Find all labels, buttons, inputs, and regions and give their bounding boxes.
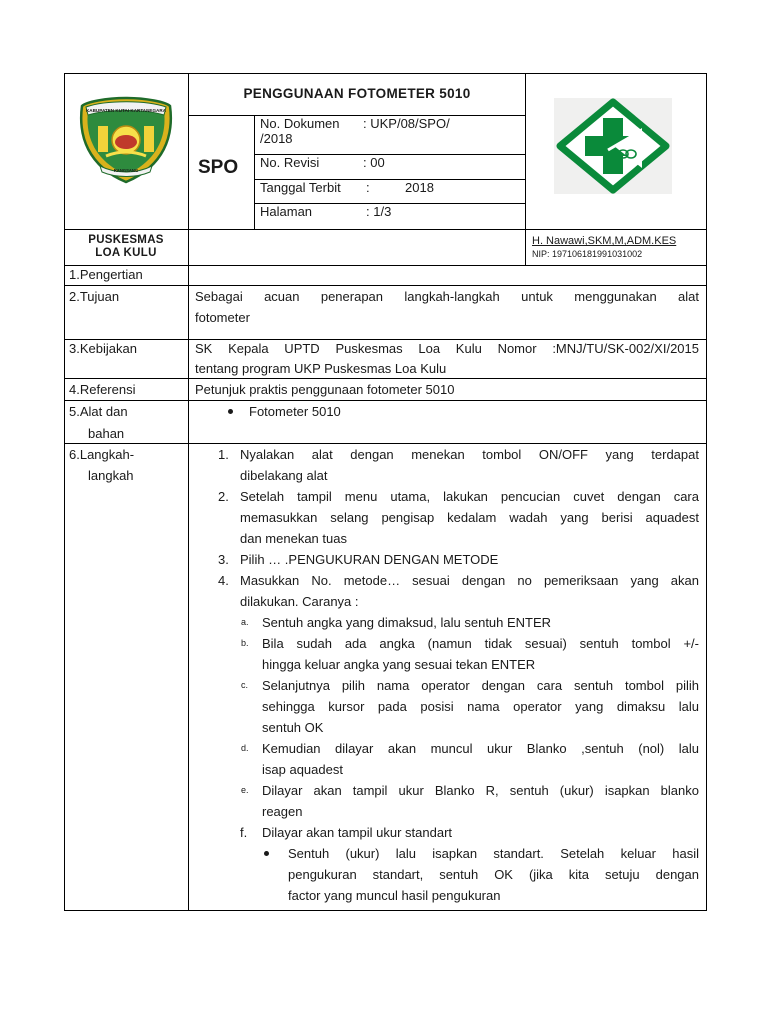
divider-h-org	[64, 265, 707, 266]
issue-date-label: Tanggal Terbit	[260, 180, 341, 195]
revision-value: : 00	[363, 155, 385, 170]
doc-no-value: : UKP/08/SPO/	[363, 116, 450, 131]
row-label-alat-2: bahan	[88, 426, 125, 441]
substep-d-letter: d.	[241, 743, 249, 753]
issue-date-colon: :	[366, 180, 370, 195]
row-label-langkah-2: langkah	[88, 468, 134, 483]
tujuan-text-line2: fotometer	[195, 310, 250, 325]
step-2-line1: Setelah tampil menu utama, lakukan pencucian cuvet dengan cara	[240, 489, 699, 504]
step-1-line2: dibelakang alat	[240, 468, 328, 483]
left-logo-top-text: KABUPATEN KUTAI KARTANEGARA	[85, 108, 167, 113]
signer-nip: NIP: 197106181991031002	[532, 249, 643, 259]
step-4-line2: dilakukan. Caranya :	[240, 594, 359, 609]
bullet-standart-line3: factor yang muncul hasil pengukuran	[288, 888, 501, 903]
kutai-kartanegara-logo	[76, 96, 176, 186]
substep-a-line1: Sentuh angka yang dimaksud, lalu sentuh ENTER	[262, 615, 552, 630]
kebijakan-text-line1: SK Kepala UPTD Puskesmas Loa Kulu Nomor :MNJ/TU/SK-002/XI/2015	[195, 341, 699, 356]
org-name-line1: PUSKESMAS	[88, 234, 164, 246]
step-3-number: 3.	[218, 552, 229, 567]
row-label-tujuan: 2.Tujuan	[69, 289, 120, 304]
step-2-number: 2.	[218, 489, 229, 504]
substep-c-line3: sentuh OK	[262, 720, 324, 735]
substep-b-line2: hingga keluar angka yang sesuai tekan ENTER	[262, 657, 536, 672]
alat-item: Fotometer 5010	[249, 404, 341, 419]
bullet-icon	[264, 851, 269, 856]
divider-h-header-end	[64, 229, 707, 230]
step-3-line1: Pilih … .PENGUKURAN DENGAN METODE	[240, 552, 499, 567]
row-label-referensi: 4.Referensi	[69, 382, 136, 397]
step-4-line1: Masukkan No. metode… sesuai dengan no pemeriksaan yang akan	[240, 573, 699, 588]
substep-f-letter: f.	[240, 825, 248, 840]
border-right	[706, 73, 707, 911]
step-1-line1: Nyalakan alat dengan menekan tombol ON/OFF yang terdapat	[240, 447, 699, 462]
substep-f-line1: Dilayar akan tampil ukur standart	[262, 825, 453, 840]
doc-no-label: No. Dokumen	[260, 116, 340, 131]
referensi-text: Petunjuk praktis penggunaan fotometer 5010	[195, 382, 455, 397]
divider-h-referensi	[64, 400, 707, 401]
issue-date-value: 2018	[405, 180, 434, 195]
divider-h-title	[188, 115, 526, 116]
step-2-line2: memasukkan selang pengisap kedalam wadah yang berisi aquadest	[240, 510, 699, 525]
bullet-icon	[228, 409, 233, 414]
step-4-number: 4.	[218, 573, 229, 588]
org-name-line2: LOA KULU	[95, 247, 157, 259]
left-logo-bottom-text: RANGSANG	[113, 168, 139, 173]
border-bottom	[64, 910, 707, 911]
substep-d-line1: Kemudian dilayar akan muncul ukur Blanko ,sentuh (nol) lalu	[262, 741, 699, 756]
substep-e-line1: Dilayar akan tampil ukur Blanko R, sentuh (ukur) isapkan blanko	[262, 783, 699, 798]
substep-b-line1: Bila sudah ada angka (namun tidak sesuai) sentuh tombol +/-	[262, 636, 699, 651]
row-label-langkah-1: 6.Langkah-	[69, 447, 135, 462]
substep-a-letter: a.	[241, 617, 249, 627]
substep-c-line2: sehingga kursor pada posisi nama operator yang dimaksu lalu	[262, 699, 699, 714]
divider-v-spo	[254, 115, 255, 229]
border-top	[64, 73, 707, 74]
border-left	[64, 73, 65, 911]
row-label-alat-1: 5.Alat dan	[69, 404, 128, 419]
substep-b-letter: b.	[241, 638, 249, 648]
substep-e-line2: reagen	[262, 804, 303, 819]
signer-name: H. Nawawi,SKM,M,ADM.KES	[532, 235, 677, 247]
step-2-line3: dan menekan tuas	[240, 531, 347, 546]
divider-v-left	[188, 73, 189, 911]
substep-c-line1: Selanjutnya pilih nama operator dengan cara sentuh tombol pilih	[262, 678, 699, 693]
page-value: : 1/3	[366, 204, 392, 219]
revision-label: No. Revisi	[260, 155, 320, 170]
substep-d-line2: isap aquadest	[262, 762, 343, 777]
spo-label: SPO	[198, 157, 239, 178]
tujuan-text-line1: Sebagai acuan penerapan langkah-langkah untuk menggunakan alat	[195, 289, 699, 304]
row-label-kebijakan: 3.Kebijakan	[69, 341, 137, 356]
doc-no-value-cont: /2018	[260, 131, 293, 146]
page-label: Halaman	[260, 204, 313, 219]
substep-c-letter: c.	[241, 680, 249, 690]
kebijakan-text-line2: tentang program UKP Puskesmas Loa Kulu	[195, 361, 447, 376]
bullet-standart-line2: pengukuran standart, sentuh OK (jika kita setuju dengan	[288, 867, 699, 882]
row-label-pengertian: 1.Pengertian	[69, 267, 143, 282]
puskesmas-logo	[554, 98, 672, 194]
document-title: PENGGUNAAN FOTOMETER 5010	[243, 86, 471, 101]
substep-e-letter: e.	[241, 785, 249, 795]
bullet-standart-line1: Sentuh (ukur) lalu isapkan standart. Setelah keluar hasil	[288, 846, 699, 861]
step-1-number: 1.	[218, 447, 229, 462]
